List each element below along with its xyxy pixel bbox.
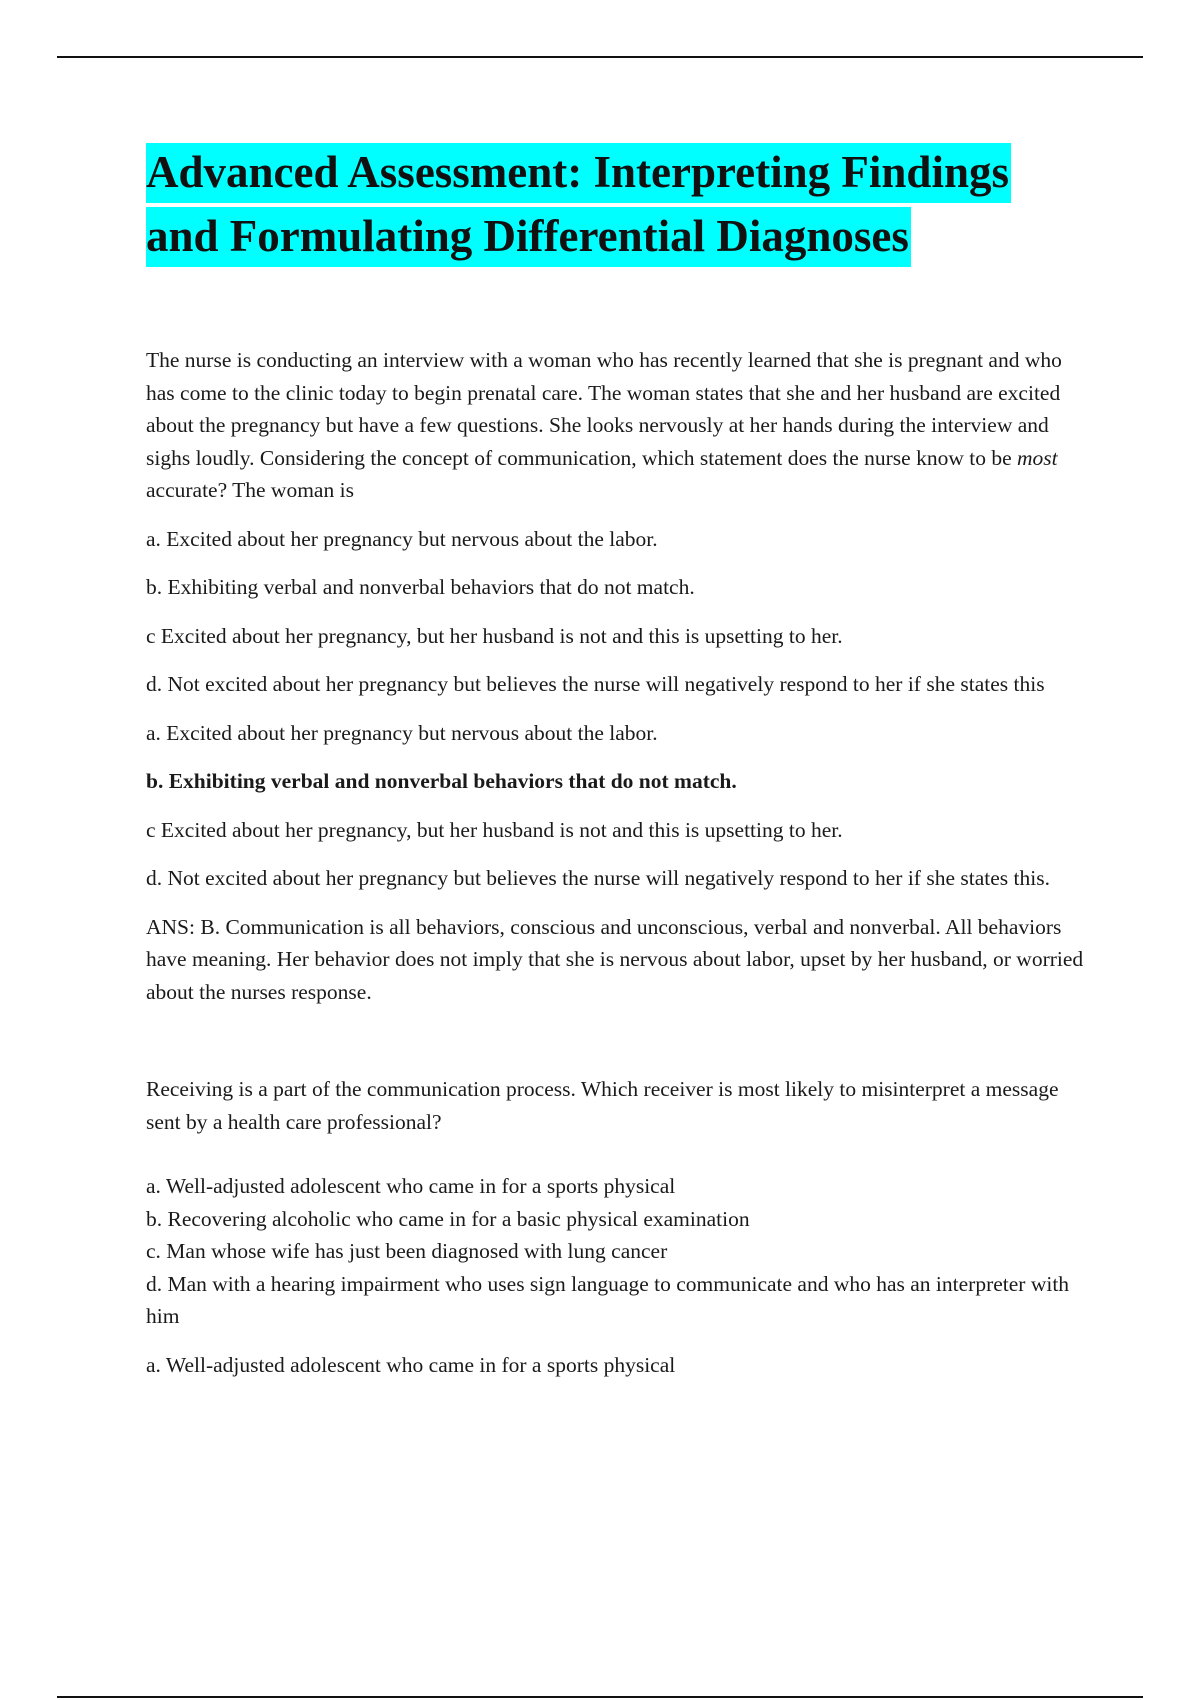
question-1-option-c: c Excited about her pregnancy, but her husband is not and this is upsetting to her. bbox=[146, 623, 843, 648]
question-1-stem bbox=[146, 344, 1092, 507]
question-2-stem: Receiving is a part of the communication process. Which receiver is most likely to misinterpret a message sent by a health care professional? bbox=[146, 1077, 1059, 1134]
question-2-option-b: b. Recovering alcoholic who came in for a basic physical examination bbox=[146, 1206, 750, 1231]
question-1-option-b: b. Exhibiting verbal and nonverbal behaviors that do not match. bbox=[146, 575, 695, 599]
question-1-answer-rationale: ANS: B. Communication is all behaviors, conscious and unconscious, verbal and nonverbal. All behaviors have meaning. Her behavior does not imply that she is nervous about labor, upset by her husband, or worried about the nurses response. bbox=[146, 914, 1084, 1004]
question-2-option-a: a. Well-adjusted adolescent who came in for a sports physical bbox=[146, 1174, 676, 1198]
question-1-option-a: a. Excited about her pregnancy but nervous about the labor. bbox=[146, 526, 658, 551]
document-body bbox=[146, 140, 1092, 1381]
question-1-repeat-option-a: a. Excited about her pregnancy but nervous about the labor. bbox=[146, 720, 658, 745]
question-1-repeat-option-d: d. Not excited about her pregnancy but believes the nurse will negatively respond to her if she states this. bbox=[146, 866, 1050, 890]
question-2-answer-line: a. Well-adjusted adolescent who came in for a sports physical bbox=[146, 1352, 676, 1377]
question-1-option-d: d. Not excited about her pregnancy but believes the nurse will negatively respond to her if she states this bbox=[146, 672, 1045, 696]
top-rule bbox=[57, 56, 1143, 58]
question-1-stem-emphasis: most bbox=[1016, 445, 1058, 470]
title-line-1: Advanced Assessment: Interpreting Findings bbox=[146, 143, 1011, 203]
question-2-option-c: c. Man whose wife has just been diagnosed with lung cancer bbox=[146, 1239, 668, 1263]
title-line-2: and Formulating Differential Diagnoses bbox=[146, 207, 911, 267]
bottom-rule bbox=[57, 1696, 1143, 1698]
question-1-repeat-option-c: c Excited about her pregnancy, but her husband is not and this is upsetting to her. bbox=[146, 817, 843, 842]
question-2-options bbox=[146, 1170, 1092, 1333]
document-title bbox=[146, 140, 1092, 268]
question-1-stem-end: accurate? The woman is bbox=[146, 478, 354, 502]
question-2-option-d: d. Man with a hearing impairment who uses sign language to communicate and who has an interpreter with him bbox=[146, 1271, 1070, 1328]
question-1-correct-option-b: b. Exhibiting verbal and nonverbal behaviors that do not match. bbox=[146, 769, 737, 793]
question-1-stem-start: The nurse is conducting an interview with a woman who has recently learned that she is pregnant and who has come to the clinic today to begin prenatal care. The woman states that she and her husband are excited about the pregnancy but have a few questions. She looks nervously at her hands during the interview and sighs loudly. Considering the concept of communication, which statement does the nurse know to be bbox=[146, 348, 1062, 470]
